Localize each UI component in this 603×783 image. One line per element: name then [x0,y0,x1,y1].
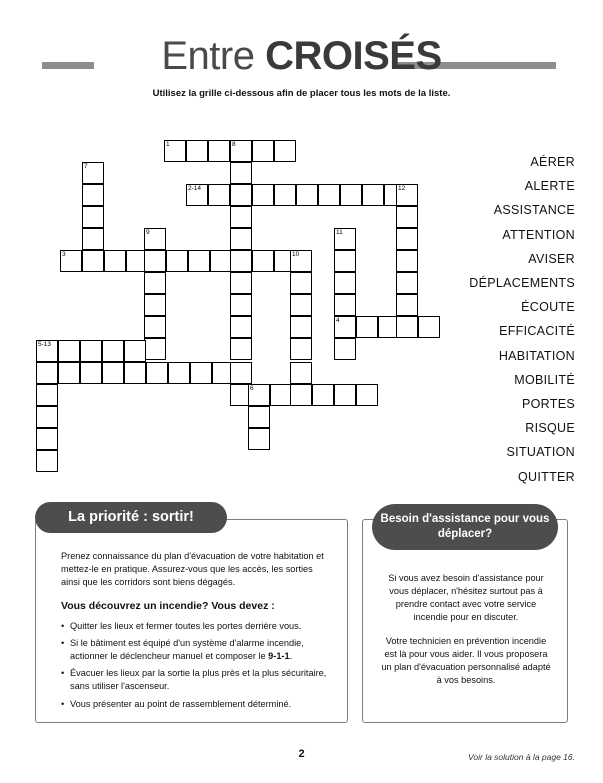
crossword-cell[interactable] [252,184,274,206]
crossword-cell[interactable] [186,184,208,206]
crossword-cell[interactable] [104,250,126,272]
priority-bullet-item: • Évacuer les lieux par la sortie la plus près et la plus sécuritaire, sans utiliser l'ascenseur. [61,667,333,692]
assistance-paragraph: Votre technicien en prévention incendie est là pour vous aider. Il vous proposera un plan d'évacuation personnalisé adapté à vos besoins. [381,636,551,685]
crossword-cell[interactable] [146,362,168,384]
crossword-cell[interactable] [290,294,312,316]
crossword-cell[interactable] [60,250,82,272]
word-list-item: ASSISTANCE [493,203,575,218]
crossword-cell[interactable] [36,362,58,384]
word-list-item: DÉPLACEMENTS [469,276,575,291]
crossword-cell[interactable] [230,184,252,206]
crossword-cell-number: 12 [398,185,406,192]
crossword-cell[interactable] [188,250,210,272]
crossword-cell[interactable] [144,272,166,294]
crossword-cell[interactable] [274,140,296,162]
crossword-cell[interactable] [252,140,274,162]
crossword-cell[interactable] [144,294,166,316]
word-list-item: AVISER [528,251,575,266]
priority-question-heading: Vous découvrez un incendie? Vous devez : [61,599,275,612]
crossword-cell[interactable] [290,384,312,406]
crossword-cell[interactable] [80,340,102,362]
crossword-cell[interactable] [102,340,124,362]
crossword-cell-number: 2-14 [188,185,202,192]
word-list-item: ATTENTION [502,227,575,242]
crossword-cell[interactable] [230,338,252,360]
priority-bullet-list [61,620,333,711]
crossword-cell-number: 6 [250,385,254,392]
crossword-cell[interactable] [208,140,230,162]
crossword-cell[interactable] [318,184,340,206]
page-title-light: Entre [161,34,266,78]
crossword-cell[interactable] [36,406,58,428]
page-title-bold: CROISÉS [265,34,442,78]
priority-bullet-item: • Quitter les lieux et fermer toutes les portes derrière vous. [61,620,333,633]
crossword-cell-number: 4 [336,317,340,324]
crossword-cell[interactable] [36,340,58,362]
crossword-cell[interactable] [82,184,104,206]
crossword-cell[interactable] [270,384,292,406]
crossword-cell[interactable] [80,362,102,384]
crossword-cell[interactable] [58,340,80,362]
word-list-item: ÉCOUTE [521,300,575,315]
crossword-cell-number: 7 [84,163,88,170]
crossword-cell[interactable] [230,140,252,162]
crossword-cell[interactable] [274,184,296,206]
crossword-cell[interactable] [36,384,58,406]
crossword-cell[interactable] [290,316,312,338]
crossword-cell[interactable] [230,362,252,384]
crossword-cell[interactable] [312,384,334,406]
crossword-cell[interactable] [144,250,166,272]
crossword-cell[interactable] [290,250,312,272]
word-list-item: HABITATION [498,348,575,363]
word-list-item: RISQUE [525,421,575,436]
page-title [0,28,603,84]
crossword-cell[interactable] [190,362,212,384]
crossword-cell[interactable] [124,362,146,384]
crossword-cell[interactable] [230,272,252,294]
page-header [0,28,603,84]
crossword-cell[interactable] [102,362,124,384]
word-list-item: EFFICACITÉ [499,324,575,339]
crossword-cell[interactable] [166,250,188,272]
priority-bullet-item: • Si le bâtiment est équipé d'un système d'alarme incendie, actionner le déclencheur manuel et composer le 9-1-1. [61,637,333,662]
priority-bullet-item: • Vous présenter au point de rassemblement déterminé. [61,698,333,711]
crossword-cell[interactable] [248,428,270,450]
word-list-item: SITUATION [506,445,575,460]
crossword-cell[interactable] [144,228,166,250]
crossword-cell[interactable] [164,140,186,162]
word-list-item: QUITTER [518,469,575,484]
crossword-cell[interactable] [144,316,166,338]
crossword-cell[interactable] [290,272,312,294]
crossword-cell[interactable] [82,228,104,250]
crossword-cell[interactable] [230,316,252,338]
assistance-panel-badge: Besoin d'assistance pour vous déplacer? [372,504,558,550]
crossword-cell[interactable] [296,184,318,206]
crossword-cell[interactable] [230,206,252,228]
crossword-cell-number: 1 [166,141,170,148]
crossword-cell[interactable] [124,340,146,362]
crossword-cell[interactable] [208,184,230,206]
crossword-cell-number: 11 [336,229,343,236]
word-list [345,150,575,489]
assistance-paragraph: Si vous avez besoin d'assistance pour vous déplacer, n'hésitez surtout pas à prendre contact avec votre service incendie pour en discuter. [388,573,544,622]
crossword-cell[interactable] [248,406,270,428]
priority-intro-text: Prenez connaissance du plan d'évacuation de votre habitation et mettez-le en pratique. Assurez-vous que les accès, les sorties ainsi que les corridors sont biens dégagés. [61,551,324,588]
crossword-cell[interactable] [290,338,312,360]
crossword-cell-number: 3 [62,251,66,258]
crossword-cell[interactable] [248,384,270,406]
crossword-cell[interactable] [230,250,252,272]
word-list-item: ALERTE [524,179,575,194]
crossword-cell[interactable] [82,162,104,184]
word-list-item: MOBILITÉ [514,372,575,387]
assistance-panel-body [363,572,569,698]
crossword-cell[interactable] [168,362,190,384]
priority-panel-body [36,520,347,723]
crossword-cell-number: 9 [146,229,150,236]
solution-note: Voir la solution à la page 16. [468,752,575,762]
crossword-cell[interactable] [210,250,232,272]
crossword-cell[interactable] [230,228,252,250]
crossword-cell[interactable] [144,338,166,360]
crossword-cell-number: 8 [232,141,236,148]
priority-panel [35,519,348,723]
crossword-cell[interactable] [82,250,104,272]
crossword-cell-number: 10 [292,251,300,258]
page-subtitle: Utilisez la grille ci-dessous afin de placer tous les mots de la liste. [152,88,451,99]
crossword-cell[interactable] [58,362,80,384]
crossword-cell[interactable] [36,450,58,472]
page-number: 2 [298,748,305,760]
word-list-item: AÉRER [530,155,575,169]
crossword-cell[interactable] [186,140,208,162]
crossword-cell-number: 5-13 [38,341,52,348]
word-list-item: PORTES [522,397,575,412]
crossword-cell[interactable] [252,250,274,272]
crossword-cell[interactable] [230,162,252,184]
priority-panel-badge: La priorité : sortir! [35,502,227,533]
crossword-cell[interactable] [290,362,312,384]
crossword-cell[interactable] [230,294,252,316]
crossword-cell[interactable] [82,206,104,228]
crossword-cell[interactable] [36,428,58,450]
